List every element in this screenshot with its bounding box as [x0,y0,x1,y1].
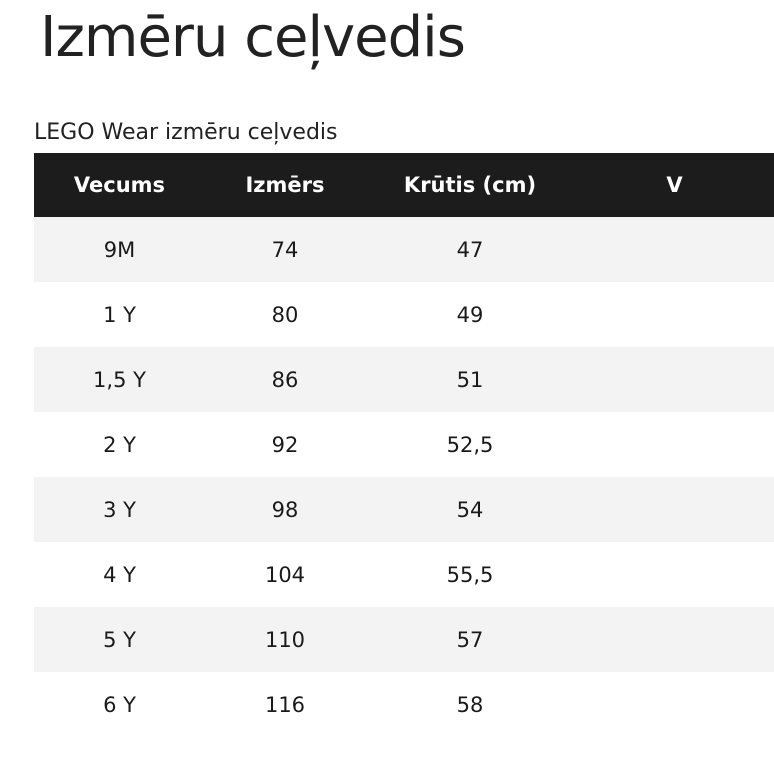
cell-hidden [575,347,774,412]
cell-chest: 54 [456,497,484,522]
header-size: Izmērs [245,173,325,197]
cell-size: 92 [271,432,299,457]
cell-size: 110 [264,627,306,652]
cell-chest: 49 [456,302,484,327]
cell-hidden [575,672,774,737]
cell-size: 98 [271,497,299,522]
cell-size: 80 [271,302,299,327]
table-row [34,347,774,412]
table-row [34,542,774,607]
cell-hidden [575,282,774,347]
cell-age: 1 Y [103,302,136,327]
size-table [34,153,774,737]
cell-hidden [575,607,774,672]
cell-chest: 47 [456,237,484,262]
header-chest: Krūtis (cm) [403,173,537,197]
cell-age: 5 Y [103,627,136,652]
cell-size: 104 [264,562,306,587]
header-waist-partial: V [666,173,683,197]
cell-age: 3 Y [103,497,136,522]
cell-age: 9M [103,237,136,262]
cell-chest: 57 [456,627,484,652]
cell-size: 116 [264,692,306,717]
table-row [34,607,774,672]
cell-age: 4 Y [103,562,136,587]
cell-chest: 58 [456,692,484,717]
table-row [34,412,774,477]
cell-chest: 55,5 [446,562,494,587]
table-row [34,282,774,347]
cell-size: 86 [271,367,299,392]
cell-hidden [575,542,774,607]
cell-chest: 52,5 [446,432,494,457]
page-title: Izmēru ceļvedis [40,5,465,70]
cell-hidden [575,477,774,542]
cell-hidden [575,412,774,477]
cell-size: 74 [271,237,299,262]
table-row [34,217,774,282]
cell-hidden [575,217,774,282]
table-row [34,477,774,542]
table-header-row [34,153,774,217]
size-table-scroll-area[interactable] [34,153,683,729]
cell-chest: 51 [456,367,484,392]
cell-age: 1,5 Y [93,367,146,392]
table-row [34,672,774,737]
cell-age: 6 Y [103,692,136,717]
cell-age: 2 Y [103,432,136,457]
table-caption: LEGO Wear izmēru ceļvedis [34,120,338,145]
header-age: Vecums [73,173,166,197]
